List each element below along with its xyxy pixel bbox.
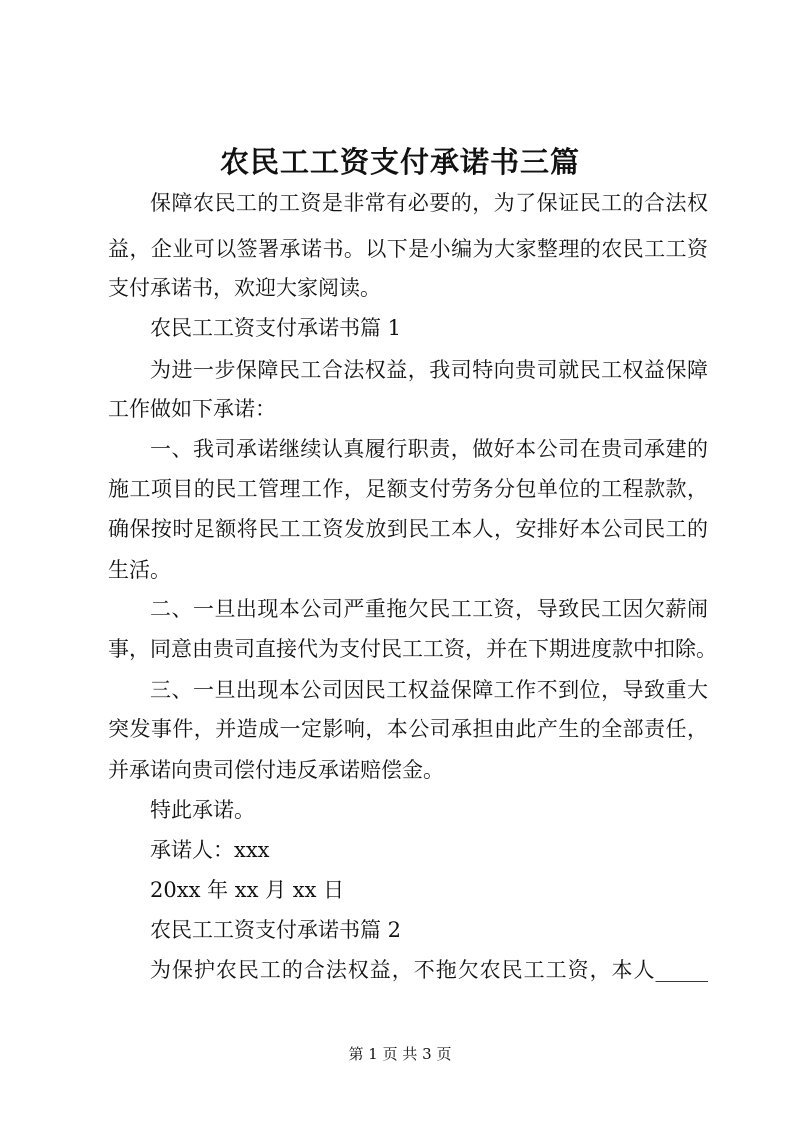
body-line: 保障农民工的工资是非常有必要的，为了保证民工的合法权 xyxy=(150,191,708,215)
body-line: 特此承诺。 xyxy=(150,798,255,822)
section-heading: 农民工工资支付承诺书篇 1 xyxy=(150,316,402,340)
body-line: 并承诺向贵司偿付违反承诺赔偿金。 xyxy=(108,758,444,782)
body-line: 益，企业可以签署承诺书。以下是小编为大家整理的农民工工资 xyxy=(108,237,708,261)
body-line: 事，同意由贵司直接代为支付民工工资，并在下期进度款中扣除。 xyxy=(108,637,717,661)
body-line: 突发事件，并造成一定影响，本公司承担由此产生的全部责任， xyxy=(108,717,708,741)
body-line: 施工项目的民工管理工作，足额支付劳务分包单位的工程款款， xyxy=(108,477,708,501)
page-footer: 第 1 页 共 3 页 xyxy=(348,1045,452,1063)
body-line: 为进一步保障民工合法权益，我司特向贵司就民工权益保障 xyxy=(150,358,708,382)
document-title: 农民工工资支付承诺书三篇 xyxy=(219,145,580,179)
body-line: 三、一旦出现本公司因民工权益保障工作不到位，导致重大 xyxy=(150,678,708,702)
body-line: 为保护农民工的合法权益，不拖欠农民工工资，本人_____ xyxy=(150,958,708,982)
section-heading: 农民工工资支付承诺书篇 2 xyxy=(150,918,402,942)
body-line: 工作做如下承诺： xyxy=(108,397,276,421)
body-line: 确保按时足额将民工工资发放到民工本人，安排好本公司民工的 xyxy=(108,517,708,541)
date-line: 20xx 年 xx 月 xx 日 xyxy=(150,878,345,902)
body-line: 二、一旦出现本公司严重拖欠民工工资，导致民工因欠薪闹 xyxy=(150,597,708,621)
body-line: 一、我司承诺继续认真履行职责，做好本公司在贵司承建的 xyxy=(150,437,708,461)
signatory-line: 承诺人：xxx xyxy=(150,838,270,862)
body-line: 支付承诺书，欢迎大家阅读。 xyxy=(108,276,381,300)
body-line: 生活。 xyxy=(108,558,171,582)
